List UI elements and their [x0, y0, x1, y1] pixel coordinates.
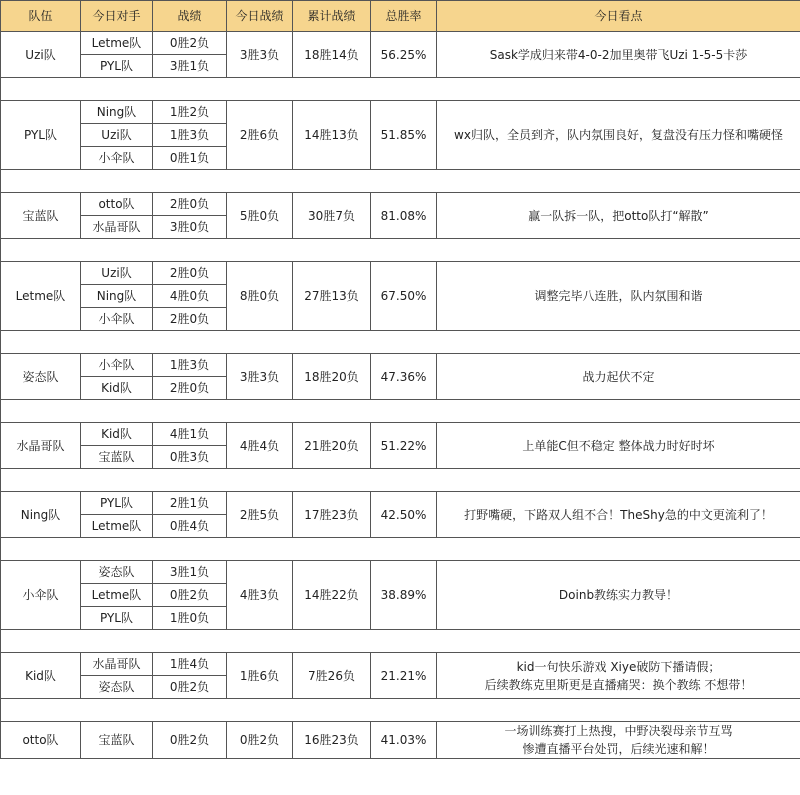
table-row [1, 354, 800, 377]
opponent-cell: Kid队 [81, 377, 153, 400]
match-record-cell: 0胜4负 [153, 515, 227, 538]
win-rate-cell: 47.36% [371, 354, 437, 400]
opponent-cell: 小伞队 [81, 354, 153, 377]
match-record-cell: 3胜1负 [153, 55, 227, 78]
table-row [1, 32, 800, 55]
spacer-cell [1, 699, 800, 722]
win-rate-cell: 21.21% [371, 653, 437, 699]
team-name: PYL队 [1, 101, 81, 170]
win-rate-cell: 56.25% [371, 32, 437, 78]
highlight-cell: 调整完毕八连胜，队内氛围和谐 [437, 262, 800, 331]
header-total-record: 累计战绩 [293, 1, 371, 32]
opponent-cell: 小伞队 [81, 308, 153, 331]
highlight-cell: 战力起伏不定 [437, 354, 800, 400]
match-record-cell: 0胜2负 [153, 676, 227, 699]
opponent-cell: 姿态队 [81, 561, 153, 584]
team-name: 小伞队 [1, 561, 81, 630]
opponent-cell: PYL队 [81, 55, 153, 78]
team-name: 姿态队 [1, 354, 81, 400]
opponent-cell: Letme队 [81, 584, 153, 607]
win-rate-cell: 81.08% [371, 193, 437, 239]
match-record-cell: 1胜4负 [153, 653, 227, 676]
match-record-cell: 1胜3负 [153, 354, 227, 377]
table-row [1, 722, 800, 759]
win-rate-cell: 41.03% [371, 722, 437, 759]
highlight-cell: 打野嘴硬，下路双人组不合！TheShy急的中文更流利了！ [437, 492, 800, 538]
today-record-cell: 5胜0负 [227, 193, 293, 239]
header-opponent: 今日对手 [81, 1, 153, 32]
team-name: Letme队 [1, 262, 81, 331]
total-record-cell: 18胜14负 [293, 32, 371, 78]
opponent-cell: Uzi队 [81, 124, 153, 147]
match-record-cell: 2胜0负 [153, 193, 227, 216]
highlight-cell: Doinb教练实力教导！ [437, 561, 800, 630]
match-record-cell: 2胜0负 [153, 262, 227, 285]
highlight-cell: 一场训练赛打上热搜，中野决裂母亲节互骂 惨遭直播平台处罚，后续光速和解！ [437, 722, 800, 759]
today-record-cell: 2胜5负 [227, 492, 293, 538]
table-row [1, 492, 800, 515]
total-record-cell: 14胜22负 [293, 561, 371, 630]
total-record-cell: 30胜7负 [293, 193, 371, 239]
team-name: Kid队 [1, 653, 81, 699]
opponent-cell: otto队 [81, 193, 153, 216]
spacer-row [1, 170, 800, 193]
opponent-cell: 姿态队 [81, 676, 153, 699]
opponent-cell: Letme队 [81, 515, 153, 538]
table-row [1, 193, 800, 216]
opponent-cell: Kid队 [81, 423, 153, 446]
match-record-cell: 0胜2负 [153, 722, 227, 759]
header-highlight: 今日看点 [437, 1, 800, 32]
match-record-cell: 4胜1负 [153, 423, 227, 446]
win-rate-cell: 51.22% [371, 423, 437, 469]
table-body [1, 32, 800, 759]
win-rate-cell: 38.89% [371, 561, 437, 630]
highlight-cell: Sask学成归来带4-0-2加里奥带飞Uzi 1-5-5卡莎 [437, 32, 800, 78]
team-name: 水晶哥队 [1, 423, 81, 469]
team-name: Ning队 [1, 492, 81, 538]
today-record-cell: 1胜6负 [227, 653, 293, 699]
table-row [1, 101, 800, 124]
opponent-cell: PYL队 [81, 607, 153, 630]
win-rate-cell: 51.85% [371, 101, 437, 170]
header-today-record: 今日战绩 [227, 1, 293, 32]
match-record-cell: 1胜2负 [153, 101, 227, 124]
table-row [1, 653, 800, 676]
highlight-cell: 赢一队拆一队，把otto队打“解散” [437, 193, 800, 239]
opponent-cell: 宝蓝队 [81, 446, 153, 469]
spacer-cell [1, 538, 800, 561]
today-record-cell: 4胜3负 [227, 561, 293, 630]
spacer-cell [1, 331, 800, 354]
today-record-cell: 3胜3负 [227, 32, 293, 78]
match-record-cell: 1胜0负 [153, 607, 227, 630]
match-record-cell: 2胜0负 [153, 377, 227, 400]
spacer-row [1, 538, 800, 561]
total-record-cell: 17胜23负 [293, 492, 371, 538]
today-record-cell: 4胜4负 [227, 423, 293, 469]
spacer-row [1, 78, 800, 101]
opponent-cell: 宝蓝队 [81, 722, 153, 759]
opponent-cell: Ning队 [81, 101, 153, 124]
opponent-cell: 水晶哥队 [81, 216, 153, 239]
today-record-cell: 8胜0负 [227, 262, 293, 331]
today-record-cell: 3胜3负 [227, 354, 293, 400]
total-record-cell: 27胜13负 [293, 262, 371, 331]
table-row [1, 561, 800, 584]
header-row [1, 1, 800, 32]
match-record-cell: 0胜1负 [153, 147, 227, 170]
total-record-cell: 14胜13负 [293, 101, 371, 170]
today-record-cell: 0胜2负 [227, 722, 293, 759]
spacer-cell [1, 400, 800, 423]
team-name: 宝蓝队 [1, 193, 81, 239]
spacer-row [1, 699, 800, 722]
spacer-cell [1, 170, 800, 193]
total-record-cell: 18胜20负 [293, 354, 371, 400]
team-name: Uzi队 [1, 32, 81, 78]
match-record-cell: 1胜3负 [153, 124, 227, 147]
match-record-cell: 2胜0负 [153, 308, 227, 331]
opponent-cell: Letme队 [81, 32, 153, 55]
opponent-cell: 水晶哥队 [81, 653, 153, 676]
spacer-cell [1, 469, 800, 492]
header-team: 队伍 [1, 1, 81, 32]
opponent-cell: PYL队 [81, 492, 153, 515]
match-record-cell: 0胜2负 [153, 584, 227, 607]
win-rate-cell: 42.50% [371, 492, 437, 538]
opponent-cell: 小伞队 [81, 147, 153, 170]
opponent-cell: Ning队 [81, 285, 153, 308]
spacer-cell [1, 78, 800, 101]
total-record-cell: 7胜26负 [293, 653, 371, 699]
spacer-row [1, 400, 800, 423]
match-record-cell: 3胜1负 [153, 561, 227, 584]
today-record-cell: 2胜6负 [227, 101, 293, 170]
total-record-cell: 16胜23负 [293, 722, 371, 759]
match-record-cell: 0胜2负 [153, 32, 227, 55]
header-record: 战绩 [153, 1, 227, 32]
highlight-cell: kid一句快乐游戏 Xiye破防下播请假； 后续教练克里斯更是直播痛哭：换个教练 不想带！ [437, 653, 800, 699]
spacer-cell [1, 630, 800, 653]
spacer-row [1, 469, 800, 492]
spacer-row [1, 630, 800, 653]
opponent-cell: Uzi队 [81, 262, 153, 285]
spacer-row [1, 331, 800, 354]
table-row [1, 423, 800, 446]
highlight-cell: 上单能C但不稳定 整体战力时好时坏 [437, 423, 800, 469]
match-record-cell: 4胜0负 [153, 285, 227, 308]
match-record-cell: 2胜1负 [153, 492, 227, 515]
match-record-cell: 0胜3负 [153, 446, 227, 469]
table-row [1, 262, 800, 285]
total-record-cell: 21胜20负 [293, 423, 371, 469]
match-record-cell: 3胜0负 [153, 216, 227, 239]
team-name: otto队 [1, 722, 81, 759]
win-rate-cell: 67.50% [371, 262, 437, 331]
spacer-cell [1, 239, 800, 262]
highlight-cell: wx归队，全员到齐，队内氛围良好，复盘没有压力怪和嘴硬怪 [437, 101, 800, 170]
spacer-row [1, 239, 800, 262]
header-win-rate: 总胜率 [371, 1, 437, 32]
